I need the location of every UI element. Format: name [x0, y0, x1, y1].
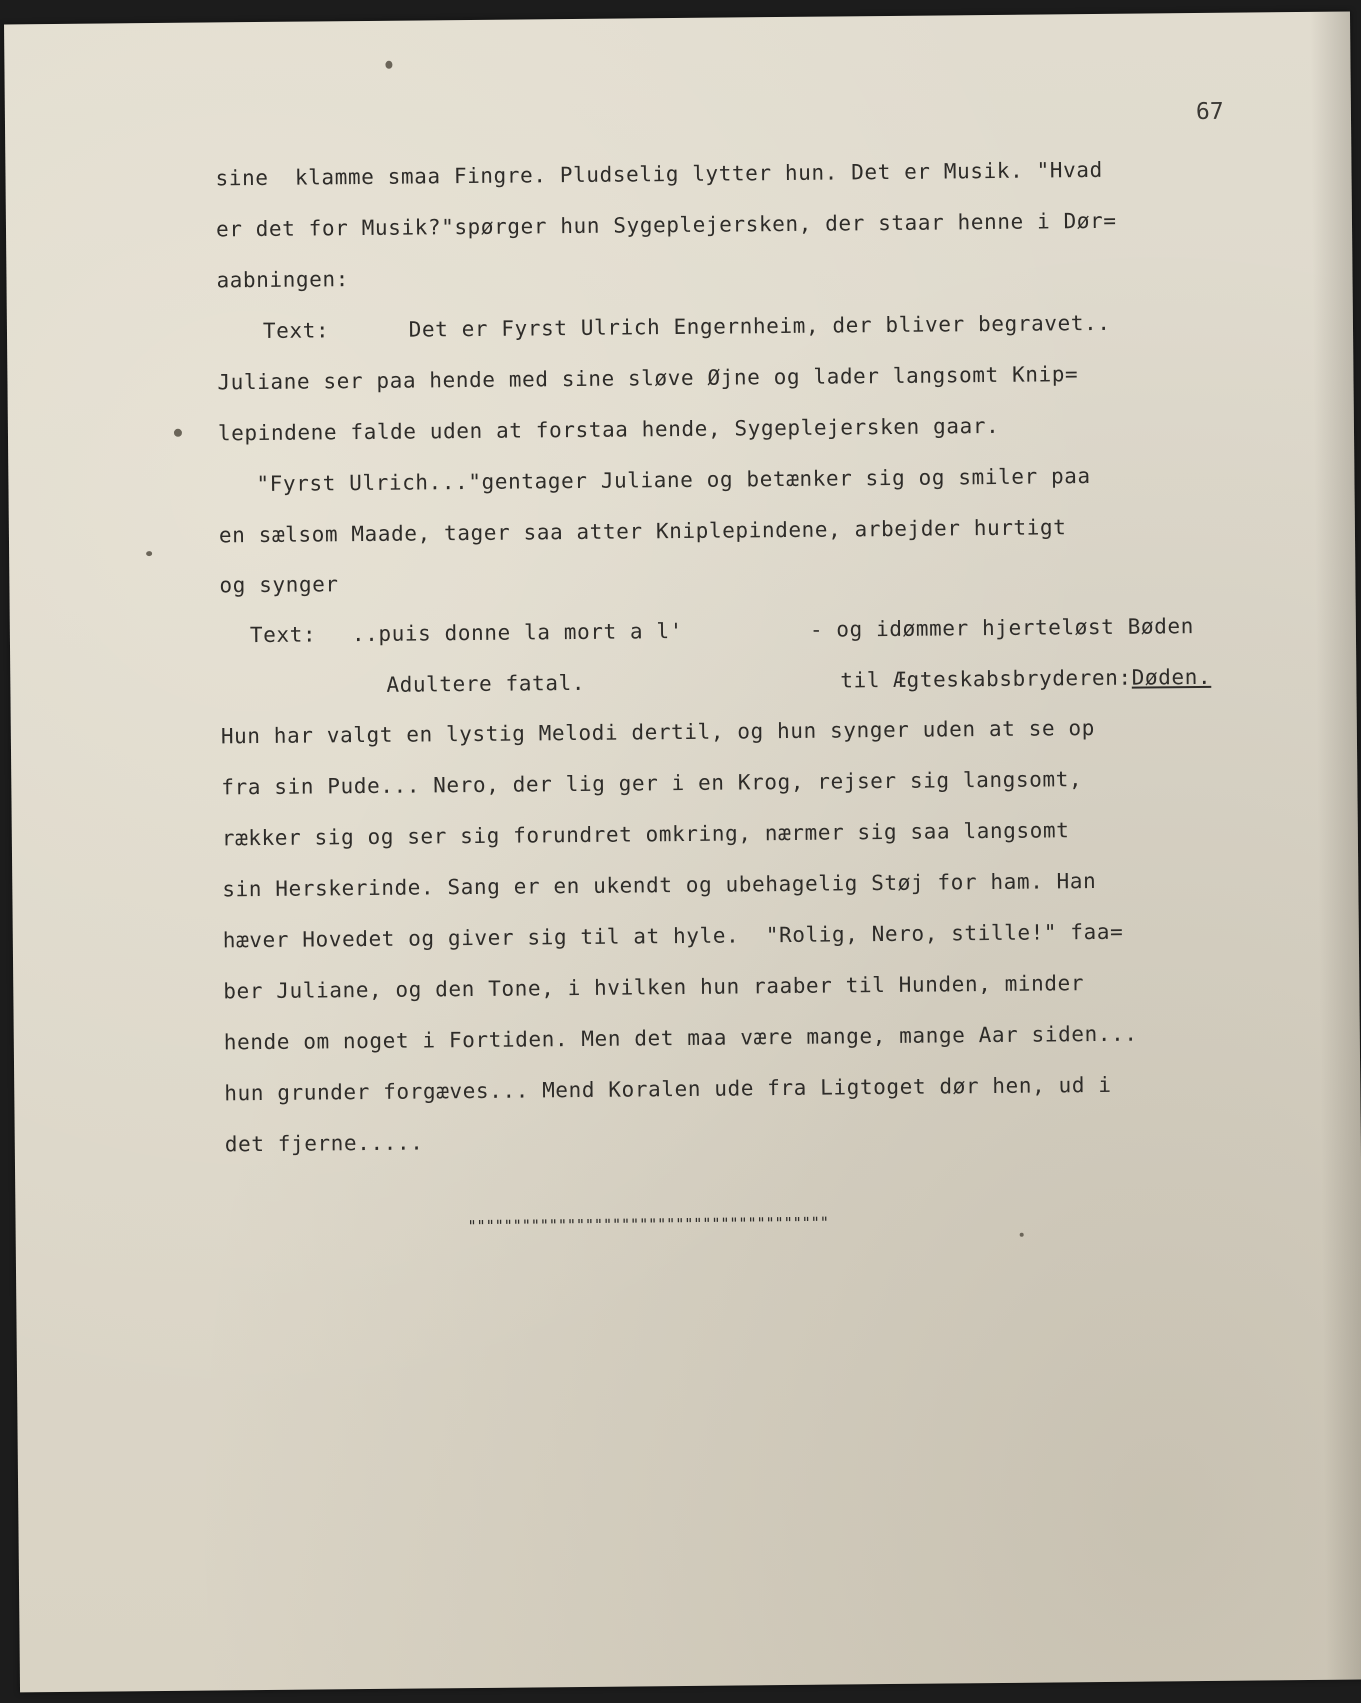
- text-line: ber Juliane, og den Tone, i hvilken hun raaber til Hunden, minder: [223, 971, 1085, 1004]
- ink-speck: [146, 551, 152, 556]
- paper-shadow-edge: [1310, 12, 1361, 1680]
- song-french-line: ..puis donne la mort a l': [351, 618, 684, 647]
- song-underlined-word: Døden.: [1131, 664, 1212, 690]
- text-line: aabningen:: [216, 267, 350, 293]
- song-label: Text:: [249, 622, 317, 648]
- text-line: det fjerne.....: [224, 1130, 424, 1157]
- text-line: og synger: [219, 572, 339, 598]
- page-number: 67: [1195, 98, 1224, 126]
- text-line: Hun har valgt en lystig Melodi dertil, og hun synger uden at se op: [220, 716, 1095, 749]
- text-line: hun grunder forgæves... Mend Koralen ude fra Ligtoget dør hen, ud i: [224, 1072, 1112, 1106]
- text-line: hende om noget i Fortiden. Men det maa være mange, mange Aar siden...: [223, 1021, 1138, 1055]
- ink-speck: [1020, 1233, 1024, 1237]
- text-line: er det for Musik?"spørger hun Sygeplejersken, der staar henne i Dør=: [215, 208, 1117, 242]
- text-line: rækker sig og ser sig forundret omkring, nærmer sig saa langsomt: [221, 818, 1070, 851]
- typewritten-page: [4, 12, 1361, 1693]
- text-line: fra sin Pude... Nero, der lig ger i en Krog, rejser sig langsomt,: [221, 767, 1083, 800]
- text-line: lepindene falde uden at forstaa hende, Sygeplejersken gaar.: [217, 413, 1000, 446]
- text-line: "Fyrst Ulrich..."gentager Juliane og betænker sig og smiler paa: [256, 464, 1091, 497]
- song-french-line: Adultere fatal.: [386, 670, 586, 697]
- ink-speck: [174, 429, 182, 437]
- ink-speck: [385, 61, 392, 69]
- section-separator: """""""""""""""""""""""""""""""""""""""": [467, 1213, 829, 1236]
- text-line: Juliane ser paa hende med sine sløve Øjne og lader langsomt Knip=: [217, 362, 1079, 395]
- song-danish-prefix: til Ægteskabsbryderen:: [840, 665, 1132, 693]
- text-line: en sælsom Maade, tager saa atter Kniplepindene, arbejder hurtigt: [218, 515, 1067, 548]
- text-line: sine klamme smaa Fingre. Pludselig lytter hun. Det er Musik. "Hvad: [215, 157, 1103, 191]
- text-line: hæver Hovedet og giver sig til at hyle. "Rolig, Nero, stille!" faa=: [222, 919, 1124, 953]
- song-danish-line: [840, 664, 1212, 693]
- song-danish-line: - og idømmer hjerteløst Bøden: [809, 614, 1195, 642]
- text-line: Text: Det er Fyrst Ulrich Engernheim, der bliver begravet..: [262, 310, 1111, 343]
- text-line: sin Herskerinde. Sang er en ukendt og ubehagelig Støj for ham. Han: [222, 869, 1097, 902]
